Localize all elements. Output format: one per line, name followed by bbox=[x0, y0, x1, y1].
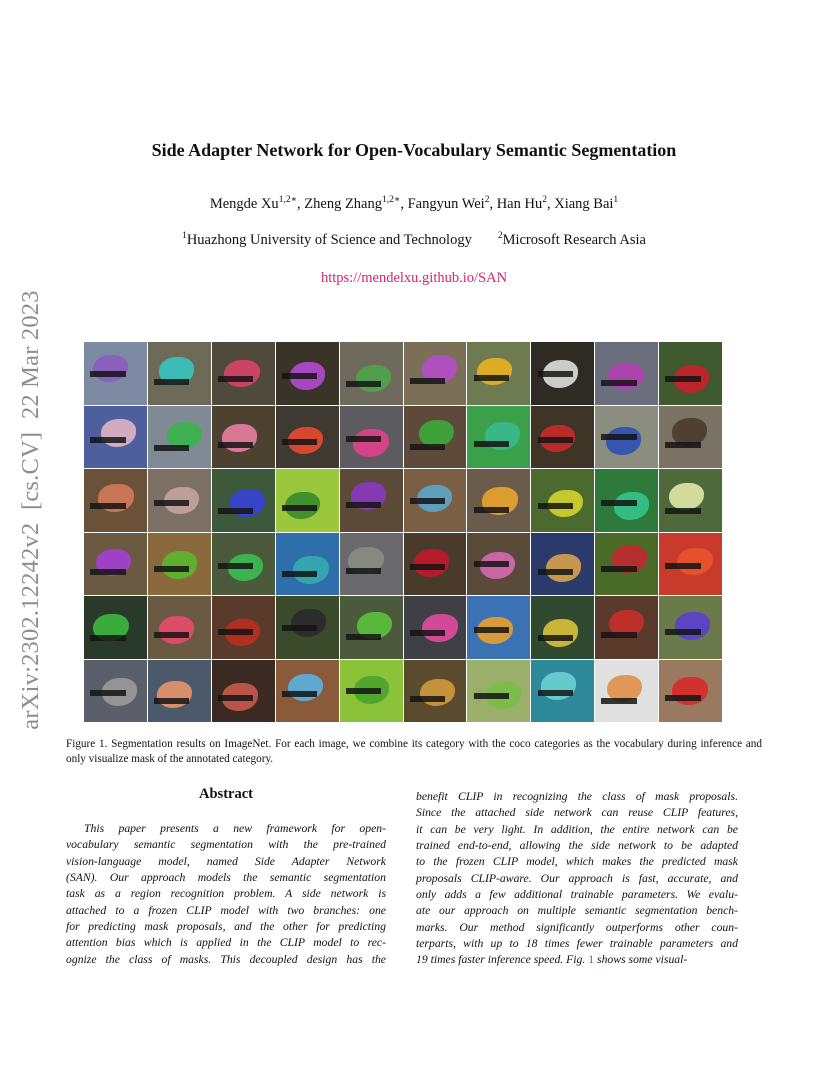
category-label-tag bbox=[154, 500, 189, 506]
category-label-tag bbox=[410, 378, 445, 384]
figure-tile bbox=[404, 342, 467, 405]
figure-tile bbox=[84, 469, 147, 532]
text-line: trained end-to-end, allowing the side network to be adapted bbox=[416, 839, 738, 853]
figure-tile bbox=[276, 406, 339, 469]
category-label-tag bbox=[346, 688, 381, 694]
arxiv-identifier: arXiv:2302.12242v2 [cs.CV] 22 Mar 2023 bbox=[17, 290, 44, 730]
figure-tile bbox=[404, 469, 467, 532]
affiliation-list bbox=[0, 232, 828, 249]
text-line: benefit CLIP in recognizing the class of mask proposals. bbox=[416, 790, 738, 803]
figure-tile bbox=[148, 533, 211, 596]
category-label-tag bbox=[218, 442, 253, 448]
category-label-tag bbox=[154, 445, 189, 451]
segmentation-mask bbox=[356, 365, 391, 393]
category-label-tag bbox=[154, 379, 189, 385]
category-label-tag bbox=[538, 503, 573, 509]
category-label-tag bbox=[601, 434, 636, 440]
text-line: 19 times faster inference speed. Fig. 1 shows some visual- bbox=[416, 953, 688, 967]
figure-tile bbox=[659, 660, 722, 723]
segmentation-mask bbox=[669, 483, 704, 511]
figure-tile bbox=[340, 469, 403, 532]
text-line: for predicting mask proposals, and the other for predicting bbox=[66, 920, 386, 934]
abstract-right-column bbox=[416, 789, 738, 969]
category-label-tag bbox=[665, 563, 700, 569]
text-line: This paper presents a new framework for open- bbox=[84, 822, 386, 835]
segmentation-mask bbox=[422, 614, 457, 642]
figure-tile bbox=[595, 469, 658, 532]
figure-tile bbox=[467, 342, 530, 405]
figure-tile bbox=[595, 406, 658, 469]
author: Mengde $Xu^{1,2∗}$ bbox=[209, 195, 298, 212]
category-label-tag bbox=[282, 505, 317, 511]
figure-tile bbox=[404, 533, 467, 596]
figure-caption: Figure 1. Segmentation results on ImageNet. For each image, we combine its category with the coco categories as the vocabulary during inference and only visualize mask of the annotated category. bbox=[66, 738, 762, 765]
category-label-tag bbox=[601, 698, 636, 704]
text-line: attention bias which is applied in the CLIP model to rec- bbox=[66, 936, 386, 950]
figure-tile bbox=[84, 660, 147, 723]
figure-tile bbox=[212, 469, 275, 532]
author: Fangyun Wei$^2$ bbox=[407, 195, 490, 212]
segmentation-mask bbox=[677, 548, 712, 576]
segmentation-mask bbox=[608, 363, 643, 391]
text-line: Since the attached side network can reuse CLIP features, bbox=[416, 806, 738, 820]
category-label-tag bbox=[90, 437, 125, 443]
category-label-tag bbox=[282, 439, 317, 445]
figure-tile bbox=[659, 533, 722, 596]
text-line: attached to a frozen CLIP model with two branches: one bbox=[66, 903, 386, 917]
category-label-tag bbox=[601, 566, 636, 572]
figure-tile bbox=[84, 596, 147, 659]
segmentation-results-figure bbox=[84, 342, 722, 722]
category-label-tag bbox=[90, 635, 125, 641]
category-label-tag bbox=[474, 561, 509, 567]
figure-tile bbox=[340, 406, 403, 469]
segmentation-mask bbox=[353, 429, 388, 457]
segmentation-mask bbox=[672, 418, 707, 446]
text-line: it can be very light. In addition, the entire network can be bbox=[416, 822, 738, 836]
category-label-tag bbox=[346, 634, 381, 640]
text-line: ate our approach on multiple semantic segmentation bench- bbox=[416, 904, 738, 918]
abstract-heading: Abstract bbox=[199, 786, 253, 802]
category-label-tag bbox=[665, 508, 700, 514]
segmentation-mask bbox=[159, 616, 194, 644]
figure-tile bbox=[340, 660, 403, 723]
figure-tile bbox=[467, 469, 530, 532]
figure-tile bbox=[404, 596, 467, 659]
figure-tile bbox=[84, 533, 147, 596]
segmentation-mask bbox=[546, 554, 581, 582]
segmentation-mask bbox=[93, 355, 128, 383]
category-label-tag bbox=[665, 442, 700, 448]
category-label-tag bbox=[218, 629, 253, 635]
text-line: proposals CLIP-aware. Our approach is fast, accurate, and bbox=[416, 871, 738, 885]
segmentation-mask bbox=[224, 360, 259, 388]
figure-tile bbox=[212, 342, 275, 405]
segmentation-mask bbox=[543, 619, 578, 647]
figure-tile bbox=[595, 596, 658, 659]
figure-tile bbox=[467, 596, 530, 659]
figure-tile bbox=[148, 660, 211, 723]
figure-tile bbox=[212, 406, 275, 469]
text-line: vision-language model, named Side Adapter Network bbox=[66, 854, 386, 868]
figure-tile bbox=[595, 660, 658, 723]
figure-tile bbox=[148, 406, 211, 469]
category-label-tag bbox=[218, 563, 253, 569]
figure-tile bbox=[84, 406, 147, 469]
category-label-tag bbox=[154, 632, 189, 638]
figure-tile bbox=[340, 596, 403, 659]
category-label-tag bbox=[474, 627, 509, 633]
author: Xiang Bai$^1$ bbox=[554, 195, 619, 212]
category-label-tag bbox=[410, 630, 445, 636]
category-label-tag bbox=[474, 441, 509, 447]
segmentation-mask bbox=[675, 612, 710, 640]
category-label-tag bbox=[282, 691, 317, 697]
figure-tile bbox=[659, 469, 722, 532]
segmentation-mask bbox=[477, 358, 512, 386]
category-label-tag bbox=[410, 696, 445, 702]
category-label-tag bbox=[154, 566, 189, 572]
figure-tile bbox=[276, 469, 339, 532]
figure-tile bbox=[212, 533, 275, 596]
category-label-tag bbox=[346, 568, 381, 574]
category-label-tag bbox=[474, 375, 509, 381]
figure-tile bbox=[531, 596, 594, 659]
segmentation-mask bbox=[291, 609, 326, 637]
figure-tile bbox=[276, 660, 339, 723]
category-label-tag bbox=[538, 437, 573, 443]
text-line: vocabulary semantic segmentation with the pre-trained bbox=[66, 838, 386, 852]
figure-tile bbox=[531, 342, 594, 405]
figure-tile bbox=[595, 342, 658, 405]
segmentation-mask bbox=[606, 427, 641, 455]
figure-tile bbox=[531, 533, 594, 596]
author: Han Hu$^2$ bbox=[496, 195, 547, 212]
figure-tile bbox=[84, 342, 147, 405]
figure-tile bbox=[531, 660, 594, 723]
figure-tile bbox=[595, 533, 658, 596]
figure-tile bbox=[148, 469, 211, 532]
project-url-link[interactable]: https://mendelxu.github.io/SAN bbox=[320, 270, 508, 286]
category-label-tag bbox=[601, 500, 636, 506]
text-line: task as a region recognition problem. A side network is bbox=[66, 887, 386, 901]
category-label-tag bbox=[474, 693, 509, 699]
category-label-tag bbox=[410, 564, 445, 570]
category-label-tag bbox=[90, 690, 125, 696]
text-line: ognize the class of masks. This decoupled design has the bbox=[66, 952, 386, 966]
figure-tile bbox=[340, 342, 403, 405]
category-label-tag bbox=[665, 695, 700, 701]
category-label-tag bbox=[410, 498, 445, 504]
author: Zheng Zhang$^{1,2∗}$ bbox=[304, 195, 401, 212]
category-label-tag bbox=[410, 444, 445, 450]
category-label-tag bbox=[538, 635, 573, 641]
figure-tile bbox=[467, 406, 530, 469]
figure-tile bbox=[531, 469, 594, 532]
figure-tile bbox=[659, 406, 722, 469]
category-label-tag bbox=[282, 625, 317, 631]
text-line: marks. Our method significantly outperforms other coun- bbox=[416, 920, 738, 934]
figure-tile bbox=[148, 342, 211, 405]
category-label-tag bbox=[282, 571, 317, 577]
segmentation-mask bbox=[414, 549, 449, 577]
figure-tile bbox=[276, 596, 339, 659]
segmentation-mask bbox=[157, 681, 192, 709]
figure-tile bbox=[531, 406, 594, 469]
affiliation: $^2$Microsoft Research Asia bbox=[497, 231, 646, 248]
category-label-tag bbox=[90, 569, 125, 575]
category-label-tag bbox=[665, 629, 700, 635]
text-line: to the frozen CLIP model, which makes the predicted mask bbox=[416, 855, 738, 869]
category-label-tag bbox=[218, 376, 253, 382]
figure-tile bbox=[404, 406, 467, 469]
affiliation: $^1$Huazhong University of Science and Technology bbox=[182, 231, 472, 248]
text-line: terparts, with up to 18 times fewer trainable parameters and bbox=[416, 937, 738, 951]
category-label-tag bbox=[474, 507, 509, 513]
figure-tile bbox=[212, 596, 275, 659]
category-label-tag bbox=[346, 381, 381, 387]
text-line: only adds a few additional trainable parameters. We evalu- bbox=[416, 888, 738, 902]
category-label-tag bbox=[665, 376, 700, 382]
abstract-left-column bbox=[66, 821, 386, 968]
text-line: (SAN). Our approach models the semantic segmentation bbox=[66, 871, 386, 885]
category-label-tag bbox=[346, 436, 381, 442]
category-label-tag bbox=[154, 698, 189, 704]
category-label-tag bbox=[601, 380, 636, 386]
figure-tile bbox=[276, 533, 339, 596]
figure-tile bbox=[340, 533, 403, 596]
category-label-tag bbox=[601, 632, 636, 638]
category-label-tag bbox=[218, 695, 253, 701]
figure-tile bbox=[404, 660, 467, 723]
author-list: Mengde $Xu^{1,2∗}$, Zheng Zhang$^{1,2∗}$, Fangyun Wei$^2$, Han Hu$^2$, Xiang Bai$^1$ bbox=[209, 195, 619, 212]
figure-tile bbox=[467, 533, 530, 596]
category-label-tag bbox=[346, 502, 381, 508]
figure-tile bbox=[276, 342, 339, 405]
paper-title: Side Adapter Network for Open-Vocabulary Semantic Segmentation bbox=[151, 140, 677, 160]
figure-tile bbox=[659, 342, 722, 405]
category-label-tag bbox=[90, 371, 125, 377]
figure-tile bbox=[212, 660, 275, 723]
figure-tile bbox=[467, 660, 530, 723]
category-label-tag bbox=[538, 569, 573, 575]
category-label-tag bbox=[538, 371, 573, 377]
category-label-tag bbox=[538, 690, 573, 696]
figure-tile bbox=[659, 596, 722, 659]
category-label-tag bbox=[218, 508, 253, 514]
category-label-tag bbox=[282, 373, 317, 379]
figure-reference-link[interactable]: 1 bbox=[588, 953, 595, 967]
category-label-tag bbox=[90, 503, 125, 509]
figure-tile bbox=[148, 596, 211, 659]
